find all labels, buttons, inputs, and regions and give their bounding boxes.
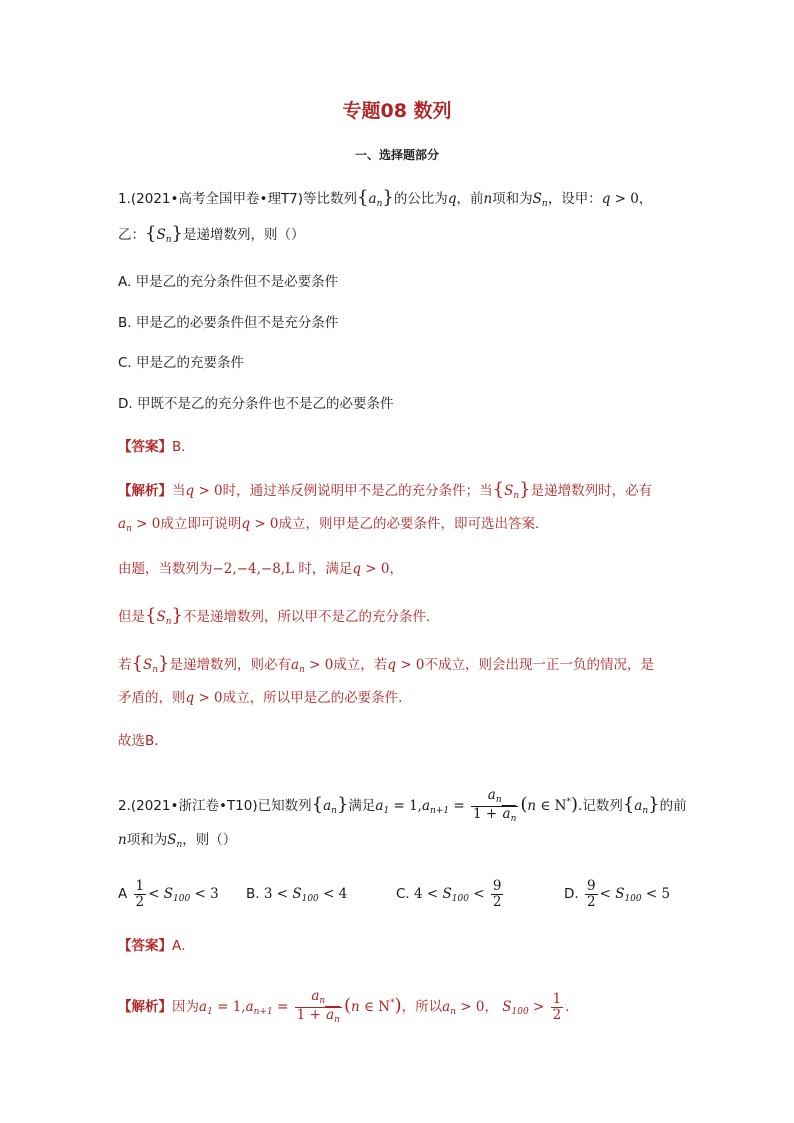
q2-stem-line2: n项和为$S_n$，则（） bbox=[118, 832, 237, 850]
q1-analysis-line6: 矛盾的，则q > 0成立，所以甲是乙的必要条件． bbox=[118, 690, 412, 706]
q1-analysis-line3: 由题，当数列为−2,−4,−8,L 时，满足q > 0， bbox=[118, 561, 403, 577]
page-title: 专题08 数列 bbox=[342, 100, 452, 122]
q2-analysis-line1: 【解析】因为$a_1 = 1,a_{n+1}$ = $\frac{a_n}{1 + a_n}$ (n ∈ N*)，所以$a_n > 0$， $S_{100}$ > $\frac{1}{2}$ ． bbox=[118, 988, 579, 1025]
q1-option-b: B. 甲是乙的必要条件但不是充分条件 bbox=[118, 315, 339, 331]
q2-answer: 【答案】A． bbox=[118, 938, 195, 954]
q1-analysis-line5: 若$\{S_n\}$是递增数列，则必有$a_n > 0$成立，若q > 0不成立，则会出现一正一负的情况，是 bbox=[118, 653, 654, 675]
q1-analysis-line1: 【解析】当q > 0时，通过举反例说明甲不是乙的充分条件；当$\{S_n\}$是递增数列时，必有 bbox=[118, 479, 653, 501]
q2-option-d: D. $\frac{9}{2}$ < $S_{100} < 5$ bbox=[564, 878, 671, 910]
q1-answer: 【答案】B． bbox=[118, 439, 195, 455]
q2-option-a: A $\frac{1}{2}$ < $S_{100} < 3$ bbox=[118, 878, 219, 910]
section-heading: 一、选择题部分 bbox=[354, 148, 439, 162]
q1-analysis-line4: 但是$\{S_n\}$不是递增数列，所以甲不是乙的充分条件． bbox=[118, 605, 440, 627]
q1-stem-line2: 乙：$\{S_n\}$是递增数列，则（） bbox=[118, 223, 305, 245]
q2-option-b: B. $3 < S_{100} < 4$ bbox=[246, 886, 348, 904]
q1-option-c: C. 甲是乙的充要条件 bbox=[118, 355, 245, 371]
q1-analysis-line7: 故选B． bbox=[118, 733, 168, 749]
q1-option-a: A. 甲是乙的充分条件但不是必要条件 bbox=[118, 274, 339, 290]
q1-stem-line1: 1.(2021•高考全国甲卷•理T7)等比数列$\{a_n\}$的公比为q，前n项和为$S_n$，设甲：q > 0， bbox=[118, 187, 653, 209]
q2-stem-line1: 2.(2021•浙江卷•T10)已知数列$\{a_n\}$满足$a_1 = 1,a_{n+1}$ = $\frac{a_n}{1 + a_n}$ (n ∈ N*).记数列$\{a_n\}$的前 bbox=[118, 787, 687, 824]
q1-analysis-line2: $a_n > 0$成立即可说明q > 0成立，则甲是乙的必要条件，即可选出答案． bbox=[118, 516, 549, 534]
q1-option-d: D. 甲既不是乙的充分条件也不是乙的必要条件 bbox=[118, 396, 394, 412]
q2-option-c: C. $4 < S_{100}$ < $\frac{9}{2}$ bbox=[396, 878, 502, 910]
